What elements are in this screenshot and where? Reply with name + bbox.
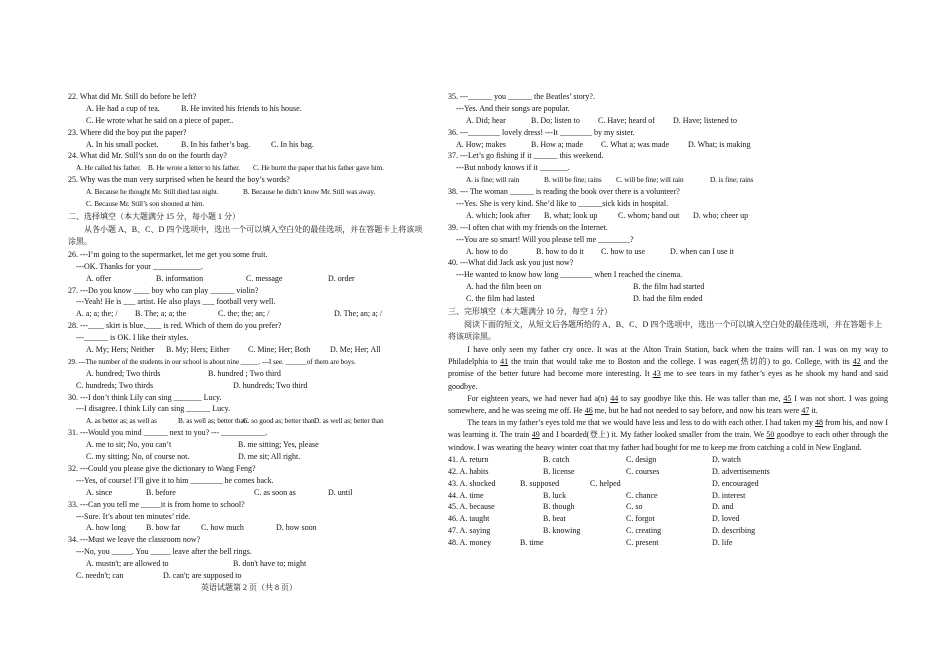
question-line — [448, 257, 888, 269]
question-text: C. He wrote what he said on a piece of paper.. — [86, 115, 234, 125]
passage-text: goodbye to each other through the window. I was wearing the heavy winter coat that my father had bought for me to keep me from catching a cold in New England. — [448, 430, 889, 452]
question-line — [68, 150, 430, 162]
option-text: B. time — [520, 538, 544, 548]
option-text: D. encouraged — [712, 478, 759, 488]
left-column — [68, 91, 430, 582]
question-line — [68, 320, 430, 332]
option-text: C. needn't; can — [76, 570, 124, 580]
question-line — [68, 127, 430, 139]
option-text: C. Mine; Her; Both — [248, 345, 311, 355]
option-text: D. The; an; a; / — [334, 309, 383, 319]
option-row — [68, 439, 430, 451]
question-text: ---You are so smart! Will you please tell me ________? — [456, 234, 634, 244]
option-row — [448, 454, 888, 466]
question-line — [68, 475, 430, 487]
option-text: D. had the film ended — [633, 294, 703, 304]
question-text: 27. ---Do you know ____ boy who can play ______ violin? — [68, 285, 259, 295]
option-text: 46. A. taught — [448, 514, 490, 524]
option-text: B. information — [156, 273, 204, 283]
cloze-blank-number: 47 — [801, 406, 810, 416]
option-text: A. He called his father. — [76, 163, 141, 173]
option-row — [68, 368, 430, 380]
question-text: ---Sure. It’s about ten minutes’ ride. — [76, 511, 191, 521]
option-text: B. what; look up — [544, 210, 598, 220]
option-text: D. life — [712, 538, 733, 548]
option-text: C. helped — [590, 478, 621, 488]
option-text: A. In his small pocket. — [86, 139, 159, 149]
option-text: A. Because he thought Mr. Still died last night. — [86, 187, 219, 197]
option-text: B. Because he didn’t know Mr. Still was away. — [243, 187, 376, 197]
question-line — [68, 249, 430, 261]
question-text: ---Yes, of course! I’ll give it to him ________ he comes back. — [76, 475, 274, 485]
question-line — [68, 392, 430, 404]
option-text: A. How; makes — [456, 139, 506, 149]
cloze-blank-number: 43 — [652, 369, 661, 379]
option-row — [68, 451, 430, 463]
option-row — [68, 487, 430, 499]
option-text: D. who; cheer up — [693, 210, 749, 220]
question-line — [68, 296, 430, 308]
option-text: C. message — [246, 273, 283, 283]
option-row — [448, 210, 888, 222]
option-text: 47. A. saying — [448, 526, 491, 536]
option-row — [68, 308, 430, 320]
question-line — [68, 499, 430, 511]
question-text: ---OK. Thanks for your ____________. — [76, 261, 203, 271]
option-text: B. luck — [543, 490, 567, 500]
cloze-blank-number: 42 — [852, 357, 861, 367]
option-text: B. Do; listen to — [531, 115, 580, 125]
question-text: 22. What did Mr. Still do before he left? — [68, 92, 197, 101]
option-text: D. What; is making — [688, 139, 751, 149]
question-line — [68, 511, 430, 523]
passage-text: from his, and now I was learning it. The train — [448, 418, 888, 440]
question-text: ---He wanted to know how long ________ when I reached the cinema. — [456, 270, 683, 280]
option-row — [448, 501, 888, 513]
option-text: B. the film had started — [633, 282, 705, 292]
question-text: C. Because Mr. Still’s son shouted at him. — [86, 199, 205, 209]
option-text: 43. A. shocked — [448, 478, 496, 488]
question-line — [448, 234, 888, 246]
option-text: C. will be fine; will rain — [616, 175, 684, 185]
option-text: C. how to use — [601, 246, 645, 256]
option-row — [448, 525, 888, 537]
option-row — [448, 293, 888, 305]
option-text: B. though — [543, 502, 575, 512]
passage-paragraph-3 — [448, 417, 888, 454]
question-line — [68, 403, 430, 415]
question-text: 25. Why was the man very surprised when he heard the boy’s words? — [68, 175, 290, 185]
option-text: D. order — [328, 273, 355, 283]
passage-text: me to see tears in my father’s eyes as he shook my hand and said goodbye. — [448, 369, 889, 391]
option-text: C. so good as; better than — [243, 416, 315, 426]
option-text: C. He burnt the paper that his father gave him. — [253, 163, 384, 173]
option-text: B. before — [146, 487, 176, 497]
question-text: 26. ---I’m going to the supermarket, let me get you some fruit. — [68, 249, 268, 259]
question-line — [68, 356, 430, 368]
option-text: D. Me; Her; All — [330, 345, 381, 355]
question-text: ---No, you _____. You _____ leave after the bell rings. — [76, 547, 252, 557]
option-text: A. mustn't; are allowed to — [86, 559, 169, 569]
question-line — [448, 91, 888, 103]
passage-text: For eighteen years, we had never had a(n) — [467, 393, 611, 403]
option-text: A. He had a cup of tea. — [86, 103, 160, 113]
option-text: A. a; a; the; / — [76, 309, 118, 319]
option-text: B. knowing — [543, 526, 581, 536]
option-text: A. as better as; as well as — [86, 416, 157, 426]
passage-text: and the promise of the better future had become more interesting. It — [448, 357, 889, 379]
question-text: ---______ is OK. I like their styles. — [76, 333, 189, 343]
option-text: B. How a; made — [531, 139, 583, 149]
question-line — [68, 285, 430, 297]
question-line — [68, 463, 430, 475]
option-text: D. Have; listened to — [673, 115, 737, 125]
question-line — [448, 103, 888, 115]
passage-text: to say goodbye like this. He was taller than me, — [618, 393, 784, 403]
passage-text: the train that would take me to Boston and the college. I was eager(热切的) to go. College, with its — [508, 357, 853, 367]
question-line — [68, 332, 430, 344]
question-text: 37. ---Let’s go fishing if it ______ this weekend. — [448, 151, 604, 161]
question-text: 39. ---I often chat with my friends on the Internet. — [448, 222, 608, 232]
question-line — [68, 546, 430, 558]
passage-text: I have only seen my father cry once. It was at the Alton Train Station, back when the trains will ran. I was on my way to Philadelphia to — [448, 345, 888, 367]
option-text: 48. A. money — [448, 538, 492, 548]
option-row — [448, 466, 888, 478]
option-text: C. how much — [201, 523, 244, 533]
question-line — [68, 534, 430, 546]
option-text: D. is fine; rains — [710, 175, 754, 185]
question-line — [68, 174, 430, 186]
option-text: D. and — [712, 502, 734, 512]
option-text: B. license — [543, 466, 575, 476]
option-text: C. design — [626, 454, 657, 464]
option-text: 45. A. because — [448, 502, 495, 512]
question-text: 33. ---Can you tell me _____it is from home to school? — [68, 499, 245, 509]
option-text: A. how to do — [466, 246, 508, 256]
option-text: C. In his bag. — [271, 139, 314, 149]
option-row — [68, 380, 430, 392]
option-text: C. the film had lasted — [466, 294, 535, 304]
page-footer — [0, 582, 362, 594]
option-text: B. My; Hers; Either — [166, 345, 230, 355]
option-row — [448, 139, 888, 151]
option-text: D. me sit; All right. — [238, 452, 301, 462]
option-text: A. is fine; will rain — [466, 175, 520, 185]
option-text: A. Did; hear — [466, 115, 506, 125]
cloze-blank-number: 46 — [584, 406, 593, 416]
option-text: B. He wrote a letter to his father. — [148, 163, 240, 173]
option-text: C. present — [626, 538, 659, 548]
option-text: D. can't; are supposed to — [163, 570, 242, 580]
option-text: B. He invited his friends to his house. — [181, 103, 302, 113]
option-text: D. watch — [712, 454, 741, 464]
option-text: A. me to sit; No, you can’t — [86, 440, 172, 450]
option-text: B. how far — [146, 523, 180, 533]
question-text: 31. ---Would you mind ______ next to you? --- ___________. — [68, 428, 268, 438]
option-text: A. since — [86, 487, 113, 497]
question-text: 28. ---____ skirt is blue.____ is red. Which of them do you prefer? — [68, 321, 282, 331]
option-text: B. beat — [543, 514, 566, 524]
option-row — [68, 344, 430, 356]
option-text: D. interest — [712, 490, 746, 500]
question-line — [68, 261, 430, 273]
option-text: C. my sitting; No, of course not. — [86, 452, 190, 462]
option-row — [68, 103, 430, 115]
passage-text: I was not short. I was going somewhere, and he was seeing me off. He — [448, 393, 889, 416]
option-row — [448, 490, 888, 502]
option-row — [68, 558, 430, 570]
option-text: 41. A. return — [448, 454, 489, 464]
question-line — [448, 186, 888, 198]
footer-text: 英语试题第 2 页（共 8 页） — [201, 583, 297, 592]
question-line — [68, 91, 430, 103]
option-text: A. how long — [86, 523, 126, 533]
option-text: B. how to do it — [536, 246, 584, 256]
question-text: ---Yeah! He is ___ artist. He also plays ___ football very well. — [76, 297, 276, 307]
option-row — [448, 513, 888, 525]
section-heading: 从各小题 A、B、C、D 四个选项中，选出一个可以填入空白处的最佳选项，并在答题卡上将该项涂黑。 — [68, 224, 423, 246]
question-line — [448, 269, 888, 281]
option-text: D. until — [328, 487, 353, 497]
passage-text: it. — [809, 406, 818, 416]
multiple-choice-continued — [448, 91, 888, 305]
question-text: 29. ---The number of the students in our school is about nine _____. ---I see. ______of them are boys. — [68, 356, 356, 366]
option-text: C. the; the; an; / — [218, 309, 270, 319]
option-text: A. which; look after — [466, 210, 531, 220]
question-text: 40. ---What did Jack ask you just now? — [448, 258, 574, 268]
option-text: B. In his father’s bag. — [181, 139, 251, 149]
option-text: 42. A. habits — [448, 466, 489, 476]
question-text: 32. ---Could you please give the dictionary to Wang Feng? — [68, 463, 256, 473]
option-row — [68, 522, 430, 534]
option-text: B. me sitting; Yes, please — [238, 440, 319, 450]
option-text: D. hundreds; Two third — [233, 380, 308, 390]
option-row — [68, 273, 430, 285]
option-row — [448, 115, 888, 127]
option-text: B. don't have to; might — [233, 559, 307, 569]
option-row — [448, 281, 888, 293]
right-column — [448, 91, 888, 549]
question-line — [448, 127, 888, 139]
option-text: 44. A. time — [448, 490, 484, 500]
option-row — [68, 415, 430, 427]
option-text: B. supposed — [520, 478, 560, 488]
option-text: B. The; a; a; the — [135, 309, 187, 319]
cloze-blank-number: 50 — [766, 430, 775, 440]
option-text: D. when can I use it — [670, 246, 734, 256]
option-text: D. advertisements — [712, 466, 770, 476]
option-row — [448, 537, 888, 549]
option-text: C. whom; hand out — [618, 210, 680, 220]
option-row — [68, 139, 430, 151]
question-text: ---But nobody knows if it _______. — [456, 163, 570, 173]
option-text: C. as soon as — [254, 487, 296, 497]
section-3-instructions: 阅读下面的短文，从短文后各题所给的 A、B、C、D 四个选项中，选出一个可以填入空白处的最佳选项，并在答题卡上将该项涂黑。 — [448, 320, 883, 342]
cloze-blank-number: 45 — [783, 393, 792, 403]
option-text: B. catch — [543, 454, 570, 464]
option-text: D. as well as; better than — [314, 416, 384, 426]
passage-paragraph-2 — [448, 393, 888, 417]
option-text: D. loved — [712, 514, 740, 524]
option-text: A. had the film been on — [466, 282, 542, 292]
option-text: D. describing — [712, 526, 756, 536]
option-text: C. What a; was made — [601, 139, 670, 149]
option-text: C. courses — [626, 466, 660, 476]
option-row — [68, 570, 430, 582]
cloze-blank-number: 49 — [531, 430, 540, 440]
option-text: C. chance — [626, 490, 658, 500]
question-text: 23. Where did the boy put the paper? — [68, 127, 187, 137]
question-text: ---Yes. She is very kind. She’d like to ______sick kids in hospital. — [456, 199, 669, 209]
option-text: C. hundreds; Two thirds — [76, 380, 154, 390]
passage-text: me, but he had not needed to say before, and now his tears were — [592, 406, 802, 416]
option-text: B. will be fine; rains — [544, 175, 602, 185]
question-line — [448, 222, 888, 234]
question-text: 35. ---______ you ______ the Beatles’ story?. — [448, 92, 595, 101]
option-row — [68, 162, 430, 174]
question-line — [68, 198, 430, 210]
option-row — [448, 246, 888, 258]
option-text: C. Have; heard of — [598, 115, 655, 125]
passage-paragraph-1 — [448, 344, 888, 393]
question-text: 30. ---I don’t think Lily can sing _______ Lucy. — [68, 392, 222, 402]
option-text: C. creating — [626, 526, 662, 536]
question-text: 36. ---________ lovely dress! ---It ________ by my sister. — [448, 127, 635, 137]
passage-text: The tears in my father’s eyes told me that we would have less and less to do with each other. I had taken my — [467, 418, 816, 428]
option-row — [68, 186, 430, 198]
option-text: D. how soon — [276, 523, 317, 533]
section-heading: 二、选择填空（本大题满分 15 分，每小题 1 分） — [68, 211, 240, 221]
question-text: ---Yes. And their songs are popular. — [456, 103, 570, 113]
passage-text: and I boarded(登上) it. My father looked smaller from the train. We — [539, 430, 767, 440]
section-3-heading: 三、完形填空（本大题满分 10 分，每空 1 分） — [448, 307, 612, 317]
option-text: A. offer — [86, 273, 112, 283]
question-text: 24. What did Mr. Still’s son do on the fourth day? — [68, 151, 227, 161]
question-line — [448, 150, 888, 162]
option-text: A. My; Hers; Neither — [86, 345, 155, 355]
option-text: B. hundred ; Two third — [208, 368, 281, 378]
option-row — [448, 478, 888, 490]
cloze-options — [448, 454, 888, 549]
cloze-blank-number: 44 — [610, 393, 619, 403]
question-line — [448, 198, 888, 210]
option-text: C. so — [626, 502, 643, 512]
option-text: B. as well as; better than — [178, 416, 248, 426]
question-text: ---I disagree. I think Lily can sing ______ Lucy. — [76, 404, 231, 414]
option-row — [448, 174, 888, 186]
cloze-blank-number: 41 — [500, 357, 509, 367]
question-line — [68, 427, 430, 439]
question-line — [448, 162, 888, 174]
option-text: C. forgot — [626, 514, 655, 524]
question-text: 34. ---Must we leave the classroom now? — [68, 535, 201, 545]
question-line — [68, 115, 430, 127]
option-text: A. hundred; Two thirds — [86, 368, 161, 378]
cloze-blank-number: 48 — [815, 418, 824, 428]
question-text: 38. --- The woman ______ is reading the book over there is a volunteer? — [448, 187, 680, 197]
